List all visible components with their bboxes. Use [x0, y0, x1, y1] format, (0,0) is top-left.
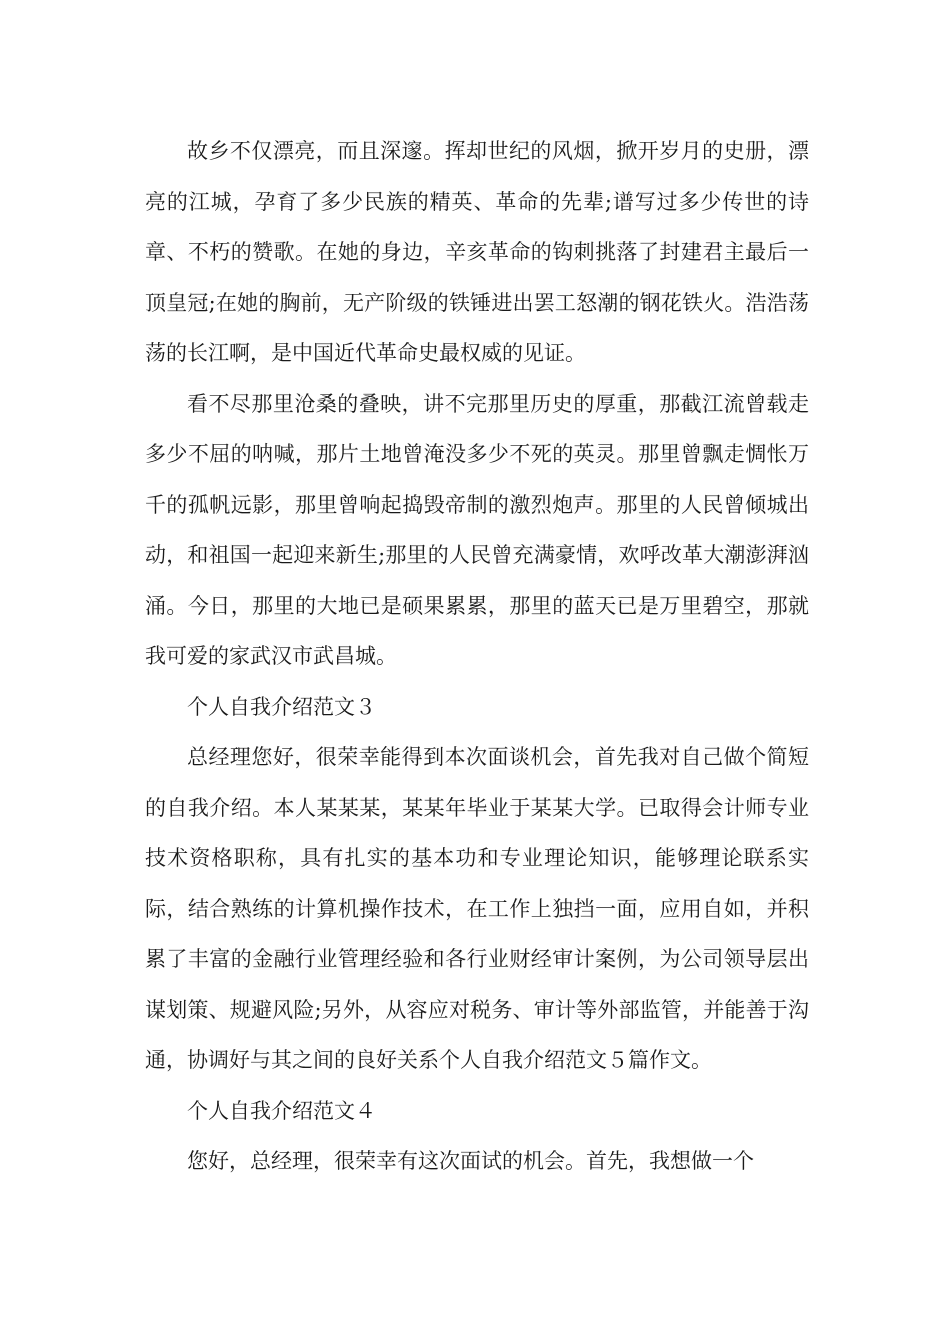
paragraph-hometown-history: 故乡不仅漂亮，而且深邃。挥却世纪的风烟，掀开岁月的史册，漂亮的江城，孕育了多少民族的精英、革命的先辈;谱写过多少传世的诗章、不朽的赞歌。在她的身边，辛亥革命的钩刺挑落了封建君主最后一顶皇冠;在她的胸前，无产阶级的铁锤进出罢工怒潮的钢花铁火。浩浩荡荡的长江啊，是中国近代革命史最权威的见证。	[145, 139, 809, 365]
paragraph-sample-4: 您好，总经理，很荣幸有这次面试的机会。首先，我想做一个	[187, 1149, 754, 1173]
document-body	[145, 126, 809, 1187]
section-heading-sample-3: 个人自我介绍范文３	[187, 694, 376, 719]
section-heading-sample-4: 个人自我介绍范文４	[187, 1098, 376, 1123]
paragraph-wuchang-city: 看不尽那里沧桑的叠映，讲不完那里历史的厚重，那截江流曾载走多少不屈的呐喊，那片土地曾淹没多少不死的英灵。那里曾飘走惆怅万千的孤帆远影，那里曾响起捣毁帝制的激烈炮声。那里的人民曾倾城出动，和祖国一起迎来新生;那里的人民曾充满豪情，欢呼改革大潮澎湃汹涌。今日，那里的大地已是硕果累累，那里的蓝天已是万里碧空，那就我可爱的家武汉市武昌城。	[145, 391, 809, 668]
paragraph-sample-3: 总经理您好，很荣幸能得到本次面谈机会，首先我对自己做个简短的自我介绍。本人某某某，某某年毕业于某某大学。已取得会计师专业技术资格职称，具有扎实的基本功和专业理论知识，能够理论联系实际，结合熟练的计算机操作技术，在工作上独挡一面，应用自如，并积累了丰富的金融行业管理经验和各行业财经审计案例，为公司领导层出谋划策、规避风险;另外，从容应对税务、审计等外部监管，并能善于沟通，协调好与其之间的良好关系个人自我介绍范文５篇作文。	[145, 745, 809, 1072]
